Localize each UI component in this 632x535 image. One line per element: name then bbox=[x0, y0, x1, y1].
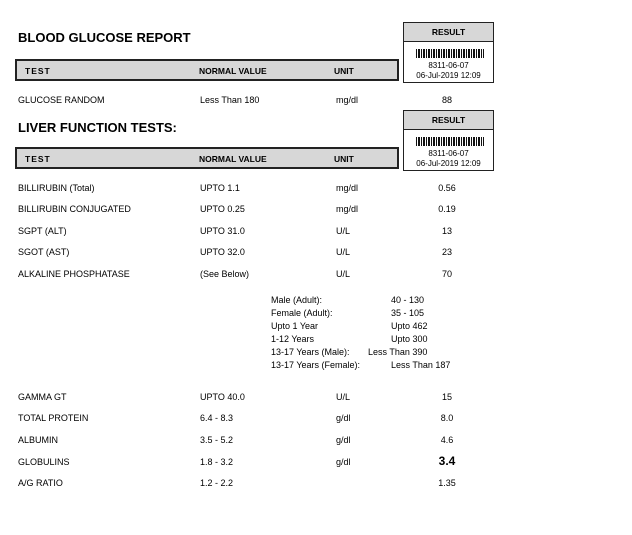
result-value: 0.19 bbox=[438, 204, 456, 214]
liver-tests-title: LIVER FUNCTION TESTS: bbox=[18, 120, 177, 135]
header-unit: UNIT bbox=[334, 154, 354, 164]
test-name: GLUCOSE RANDOM bbox=[18, 95, 105, 105]
liver-table-header bbox=[15, 147, 399, 169]
range-label: Upto 1 Year bbox=[271, 321, 319, 331]
result-value: 70 bbox=[441, 269, 452, 279]
test-name: GAMMA GT bbox=[18, 392, 67, 402]
range-value: Upto 300 bbox=[391, 334, 428, 344]
result-value: 8.0 bbox=[440, 413, 454, 423]
result-value: 4.6 bbox=[440, 435, 454, 445]
result-value: 0.56 bbox=[438, 183, 456, 193]
glucose-table-header bbox=[15, 59, 399, 81]
test-name: TOTAL PROTEIN bbox=[18, 413, 89, 423]
result-value: 13 bbox=[441, 226, 452, 236]
unit: g/dl bbox=[336, 435, 351, 445]
test-name: ALKALINE PHOSPHATASE bbox=[18, 269, 130, 279]
barcode-image bbox=[416, 137, 484, 146]
range-value: Less Than 187 bbox=[391, 360, 451, 370]
glucose-report-title: BLOOD GLUCOSE REPORT bbox=[18, 30, 191, 45]
unit: U/L bbox=[336, 269, 351, 279]
header-test: TEST bbox=[25, 66, 51, 76]
normal-value: Less Than 180 bbox=[200, 95, 260, 105]
result-header: RESULT bbox=[404, 23, 493, 42]
test-name: GLOBULINS bbox=[18, 457, 70, 467]
header-test: TEST bbox=[25, 154, 51, 164]
normal-value: 1.2 - 2.2 bbox=[200, 478, 234, 488]
range-value: Less Than 390 bbox=[368, 347, 428, 357]
range-value: 40 - 130 bbox=[391, 295, 425, 305]
result-header: RESULT bbox=[404, 111, 493, 130]
header-normal-value: NORMAL VALUE bbox=[199, 154, 267, 164]
unit: U/L bbox=[336, 247, 351, 257]
result-value-abnormal: 3.4 bbox=[438, 454, 456, 468]
unit: g/dl bbox=[336, 413, 351, 423]
normal-value: UPTO 1.1 bbox=[200, 183, 240, 193]
normal-value: 1.8 - 3.2 bbox=[200, 457, 234, 467]
unit: U/L bbox=[336, 226, 351, 236]
result-value: 88 bbox=[441, 95, 452, 105]
test-name: A/G RATIO bbox=[18, 478, 63, 488]
normal-value: UPTO 31.0 bbox=[200, 226, 245, 236]
header-unit: UNIT bbox=[334, 66, 354, 76]
normal-value: UPTO 32.0 bbox=[200, 247, 245, 257]
range-value: Upto 462 bbox=[391, 321, 428, 331]
range-value: 35 - 105 bbox=[391, 308, 425, 318]
glucose-result-box bbox=[403, 22, 494, 83]
sample-datetime: 06-Jul-2019 12:09 bbox=[416, 159, 481, 168]
test-name: SGPT (ALT) bbox=[18, 226, 67, 236]
sample-id: 8311-06-07 bbox=[428, 149, 469, 158]
test-name: ALBUMIN bbox=[18, 435, 59, 445]
result-value: 15 bbox=[441, 392, 452, 402]
test-name: BILLIRUBIN (Total) bbox=[18, 183, 95, 193]
range-label: Male (Adult): bbox=[271, 295, 323, 305]
unit: mg/dl bbox=[336, 204, 359, 214]
sample-datetime: 06-Jul-2019 12:09 bbox=[416, 71, 481, 80]
range-label: 13-17 Years (Female): bbox=[271, 360, 361, 370]
normal-value: UPTO 0.25 bbox=[200, 204, 245, 214]
normal-value: (See Below) bbox=[200, 269, 250, 279]
unit: U/L bbox=[336, 392, 351, 402]
sample-id: 8311-06-07 bbox=[428, 61, 469, 70]
range-label: 1-12 Years bbox=[271, 334, 315, 344]
liver-result-box bbox=[403, 110, 494, 171]
test-name: BILLIRUBIN CONJUGATED bbox=[18, 204, 131, 214]
result-value: 1.35 bbox=[438, 478, 456, 488]
range-label: 13-17 Years (Male): bbox=[271, 347, 350, 357]
result-value: 23 bbox=[441, 247, 452, 257]
unit: mg/dl bbox=[336, 95, 359, 105]
unit: g/dl bbox=[336, 457, 351, 467]
range-label: Female (Adult): bbox=[271, 308, 333, 318]
normal-value: 6.4 - 8.3 bbox=[200, 413, 234, 423]
normal-value: UPTO 40.0 bbox=[200, 392, 245, 402]
normal-value: 3.5 - 5.2 bbox=[200, 435, 234, 445]
header-normal-value: NORMAL VALUE bbox=[199, 66, 267, 76]
unit: mg/dl bbox=[336, 183, 359, 193]
test-name: SGOT (AST) bbox=[18, 247, 70, 257]
barcode-image bbox=[416, 49, 484, 58]
